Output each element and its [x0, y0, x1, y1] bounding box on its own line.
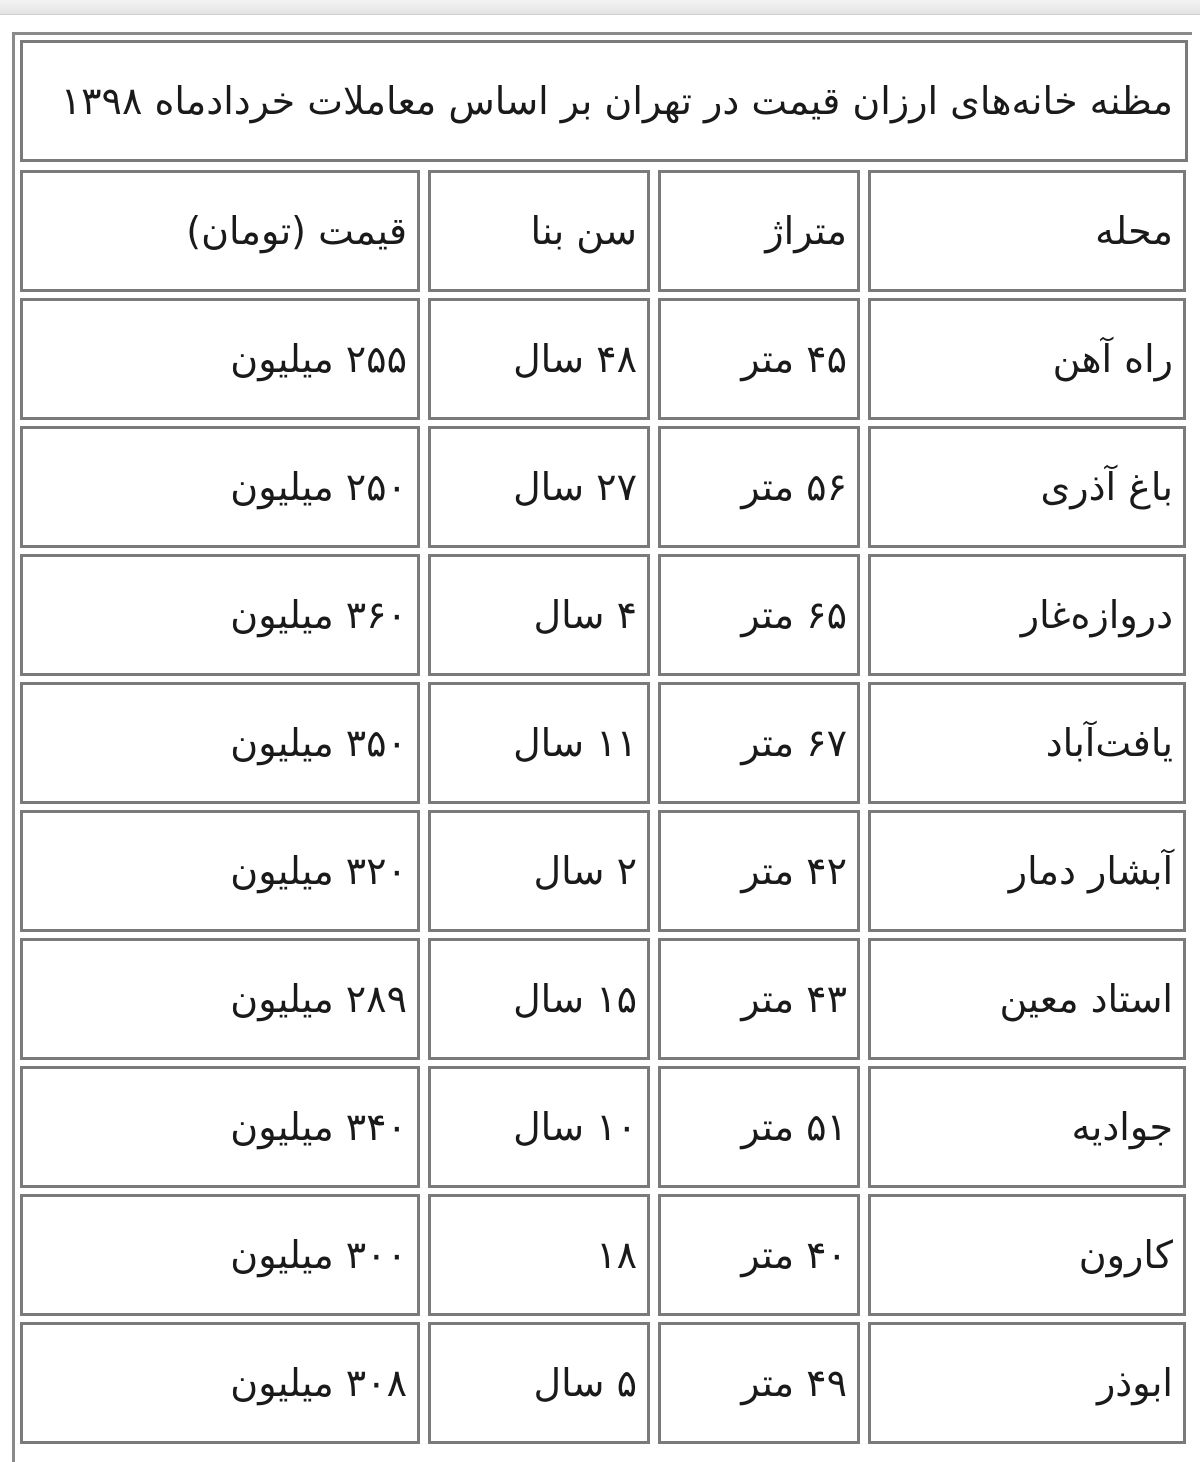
cell-building-age: ۱۰ سال [428, 1066, 650, 1188]
cell-neighborhood: راه آهن [868, 298, 1186, 420]
cell-area: ۴۵ متر [658, 298, 860, 420]
cell-area: ۴۲ متر [658, 810, 860, 932]
cell-neighborhood: استاد معین [868, 938, 1186, 1060]
cell-neighborhood: دروازه‌غار [868, 554, 1186, 676]
cell-price: ۲۵۰ میلیون [20, 426, 420, 548]
cell-neighborhood: جوادیه [868, 1066, 1186, 1188]
cell-price: ۳۴۰ میلیون [20, 1066, 420, 1188]
cell-building-age: ۱۱ سال [428, 682, 650, 804]
top-strip [0, 0, 1200, 15]
cell-building-age: ۱۵ سال [428, 938, 650, 1060]
cell-area: ۶۷ متر [658, 682, 860, 804]
cell-area: ۵۶ متر [658, 426, 860, 548]
cell-area: ۶۵ متر [658, 554, 860, 676]
cell-building-age: ۵ سال [428, 1322, 650, 1444]
header-building-age: سن بنا [428, 170, 650, 292]
table-title: مظنه خانه‌های ارزان قیمت در تهران بر اساس معاملات خردادماه ۱۳۹۸ [20, 40, 1188, 162]
cell-neighborhood: کارون [868, 1194, 1186, 1316]
cell-building-age: ۲۷ سال [428, 426, 650, 548]
cell-neighborhood: آبشار دمار [868, 810, 1186, 932]
cell-building-age: ۲ سال [428, 810, 650, 932]
cell-price: ۳۵۰ میلیون [20, 682, 420, 804]
cell-area: ۴۰ متر [658, 1194, 860, 1316]
cell-area: ۴۹ متر [658, 1322, 860, 1444]
header-price: قیمت (تومان) [20, 170, 420, 292]
cell-area: ۵۱ متر [658, 1066, 860, 1188]
cell-building-age: ۱۸ [428, 1194, 650, 1316]
cell-price: ۳۲۰ میلیون [20, 810, 420, 932]
header-area: متراژ [658, 170, 860, 292]
cell-area: ۴۳ متر [658, 938, 860, 1060]
cell-building-age: ۴۸ سال [428, 298, 650, 420]
cell-price: ۳۰۸ میلیون [20, 1322, 420, 1444]
cell-price: ۲۵۵ میلیون [20, 298, 420, 420]
cell-neighborhood: ابوذر [868, 1322, 1186, 1444]
cell-price: ۳۶۰ میلیون [20, 554, 420, 676]
header-neighborhood: محله [868, 170, 1186, 292]
cell-price: ۳۰۰ میلیون [20, 1194, 420, 1316]
cell-building-age: ۴ سال [428, 554, 650, 676]
cell-neighborhood: باغ آذری [868, 426, 1186, 548]
cell-price: ۲۸۹ میلیون [20, 938, 420, 1060]
cell-neighborhood: یافت‌آباد [868, 682, 1186, 804]
